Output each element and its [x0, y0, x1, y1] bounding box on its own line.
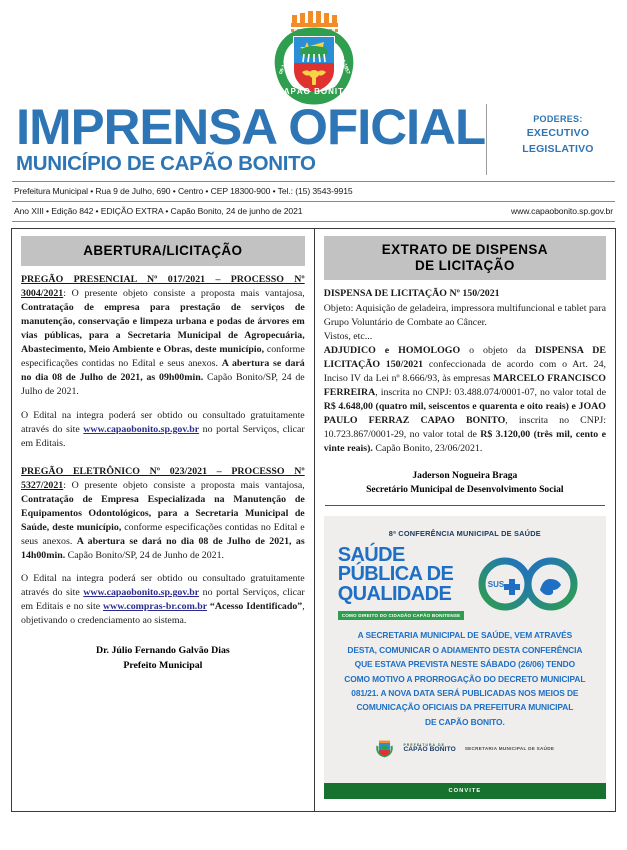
rule-bottom: [12, 221, 615, 222]
dispensa-b5: R$ 3.120,00 (três mil, cento e vinte reais).: [323, 429, 606, 455]
column-abertura-licitacao: [12, 229, 315, 811]
signature-secretario-role: Secretário Municipal de Desenvolvimento Social: [366, 484, 564, 496]
poster-conferencia-saude: [324, 516, 606, 799]
poster-line-5: 081/21. A NOVA DATA SERÁ PUBLICADAS NOS MEIOS DE: [351, 688, 579, 698]
dispensa-t3: , inscrita no CNPJ: 03.488.074/0001-07, no valor total de: [375, 386, 606, 398]
column-extrato-dispensa: [315, 229, 615, 811]
signature-secretario-name: Jaderson Nogueira Braga: [412, 470, 518, 482]
poster-line-1: A SECRETARIA MUNICIPAL DE SAÚDE, VEM ATRAVÉS: [357, 630, 573, 641]
notice-1-paragraph: [21, 273, 305, 400]
dispensa-b1: ADJUDICO e HOMOLOGO: [323, 344, 461, 356]
poster-footer-name: [403, 744, 455, 754]
dispensa-b4: R$ 4.648,00 (quatro mil, seiscentos e quarenta e oito reais) e JOAO PAULO FERRAZ CAPAO BONITO: [323, 400, 606, 427]
info-bar: [12, 181, 615, 222]
title-row: [12, 99, 615, 175]
notice-2-edital-link-1[interactable]: www.capaobonito.sp.gov.br: [83, 587, 200, 599]
notice-2-edital-mid: no portal Serviços, clicar em Editais e no site: [21, 587, 305, 613]
poster-rings-wrap: [464, 556, 592, 612]
notice-2-edital-post: , objetivando o credenciamento ao sistema.: [21, 601, 305, 627]
notice-2-object: Contratação de Empresa Especializada na Manutenção de Equipamentos Odontológicos, para a Secretaria Municipal de Saúde, deste município,: [21, 493, 305, 533]
notice-1-edital-link[interactable]: www.capaobonito.sp.gov.br: [83, 423, 200, 435]
notice-2-edital: [21, 572, 305, 628]
masthead: [0, 0, 627, 175]
capao-bonito-coat-of-arms-icon: [266, 6, 362, 106]
dispensa-b2: DISPENSA DE LICITAÇÃO 150/2021: [323, 344, 606, 370]
notice-1-edital-pre: O Edital na integra poderá ser obtido ou consultado gratuitamente através do site: [21, 409, 305, 435]
address-text: Prefeitura Municipal • Rua 9 de Julho, 690 • Centro • CEP 18300-900 • Tel.: (15) 3543-9915: [14, 186, 353, 197]
dispensa-t1: o objeto da: [460, 344, 535, 356]
poster-logo-line2: PÚBLICA DE: [337, 563, 454, 586]
section-band-extrato-line1: EXTRATO DE DISPENSA: [381, 241, 548, 257]
notice-2-edital-pre: O Edital na integra poderá ser obtido ou consultado gratuitamente através do site: [21, 573, 305, 599]
notice-pregao-presencial: [21, 273, 305, 451]
notice-2-date: A abertura se dará no dia 08 de Julho de 2021, as 14h00min.: [21, 536, 305, 562]
dispensa-heading-p: [324, 287, 606, 301]
crest-container: [12, 6, 615, 108]
poster-footer: [324, 739, 606, 758]
poster-message: [324, 622, 606, 729]
notice-1-edital: [21, 409, 305, 451]
signature-secretario: [324, 469, 606, 497]
svg-text:08-1-1857: 08-1-1857: [277, 51, 292, 76]
dispensa-body: [324, 344, 606, 457]
poster-footer-city: CAPÃO BONITO: [403, 746, 456, 754]
dispensa-t4: , inscrita no CNPJ: 10.723.867/0001-29, no valor total de: [323, 415, 606, 441]
notice-1-object: Contratação de empresa para prestação de serviços de manutenção, conservação e limpeza urbana e podas de árvores em vias públicas, para a Secretaria Municipal de Agropecuária, Abastecimento, Meio Ambiente e Obras, deste município,: [21, 302, 305, 356]
powers-block: [486, 104, 615, 175]
page-subtitle: MUNICÍPIO DE CAPÃO BONITO: [16, 152, 316, 175]
capao-bonito-crest-small-icon: [375, 739, 394, 758]
dispensa-b3: MARCELO FRANCISCO FERREIRA: [323, 372, 606, 398]
section-band-abertura: ABERTURA/LICITAÇÃO: [21, 236, 305, 266]
notice-1-heading: PREGÃO PRESENCIAL Nº 017/2021 – PROCESSO Nº 3004/2021: [21, 273, 305, 300]
notice-1-mid: conforme especificações contidas no Edital e seus anexos.: [21, 344, 305, 370]
notice-2-intro: : O presente objeto consiste a proposta mais vantajosa,: [63, 479, 305, 491]
notice-2-heading: PREGÃO ELETRÔNICO Nº 023/2021 – PROCESSO Nº 5327/2021: [21, 465, 305, 491]
notice-2-mid: conforme especificações contidas no Edital e seus anexos.: [21, 521, 305, 548]
signature-prefeito-name: Dr. Júlio Fernando Galvão Dias: [95, 645, 230, 657]
notice-2-tail: Capão Bonito/SP, 24 de Junho de 2021.: [65, 550, 225, 562]
info-row-edition: [12, 202, 615, 221]
notice-2-edital-quoted: “Acesso Identificado”: [206, 601, 303, 613]
poster-convite-bar: CONVITE: [324, 783, 606, 799]
notice-1-tail: Capão Bonito/SP, 24 de Julho de 2021.: [21, 372, 305, 398]
poster-logo-line3: QUALIDADE: [337, 582, 452, 605]
poster-line-3: QUE ESTAVA PREVISTA NESTE SÁBADO (26/06) TENDO: [354, 659, 575, 670]
poster-line-7: DE CAPÃO BONITO.: [425, 716, 505, 727]
poster-separator: [325, 505, 605, 506]
page-title: IMPRENSA OFICIAL: [16, 99, 486, 155]
edition-text: Ano XIII • Edição 842 • EDIÇÃO EXTRA • Capão Bonito, 24 de junho de 2021: [14, 206, 303, 217]
notice-2-edital-link-2[interactable]: www.compras-br.com.br: [103, 601, 207, 613]
powers-label: PODERES:: [533, 113, 583, 124]
svg-text:SUS: SUS: [487, 580, 505, 590]
signature-prefeito-role: Prefeito Municipal: [123, 659, 203, 671]
poster-logo-row: [324, 538, 606, 622]
power-executive: EXECUTIVO: [526, 127, 590, 140]
section-band-extrato: [324, 236, 606, 281]
info-row-address: [12, 182, 615, 201]
dispensa-t2: confeccionada de acordo com o Art. 24, Inciso IV da Lei nº 8.666/93, às empresas: [323, 358, 606, 384]
content-box: [11, 228, 616, 812]
poster-line-6: COMUNICAÇÃO OFICIAIS DA PREFEITURA MUNICIPAL: [356, 702, 574, 713]
svg-text:CAPÃO BONITO: CAPÃO BONITO: [276, 87, 351, 96]
dispensa-object-2: Vistos, etc...: [323, 330, 373, 342]
section-band-extrato-line2: DE LICITAÇÃO: [414, 257, 515, 273]
poster-footer-prefix: PREFEITURA DE: [403, 742, 445, 747]
dispensa-heading: DISPENSA DE LICITAÇÃO Nº 150/2021: [323, 288, 500, 300]
poster-logo-line1: SAÚDE: [337, 544, 405, 567]
dispensa-object-1: Objeto: Aquisição de geladeira, impressora multifuncional e tablet para Grupo Voluntário de Combate ao Câncer.: [323, 302, 606, 328]
notice-2-paragraph: [21, 465, 305, 563]
poster-logo-tag: COMO DIREITO DO CIDADÃO CAPÃO BONITENSE: [338, 611, 465, 620]
notice-1-edital-post: no portal Serviços, clicar em Editais.: [21, 423, 305, 449]
notice-pregao-eletronico: [21, 465, 305, 629]
sus-infinity-rings-icon: [474, 556, 582, 612]
poster-logo-text: [338, 546, 465, 622]
poster-line-2: DESTA, COMUNICAR O ADIAMENTO DESTA CONFERÊNCIA: [347, 644, 583, 655]
title-block: [12, 99, 486, 175]
notice-1-intro: : O presente objeto consiste a proposta mais vantajosa,: [63, 288, 305, 300]
power-legislative: LEGISLATIVO: [522, 143, 594, 155]
signature-prefeito: [21, 644, 305, 673]
notice-1-date: A abertura se dará no dia 08 de Julho de 2021, as 09h00min.: [21, 358, 305, 384]
notice-dispensa: [324, 287, 606, 456]
dispensa-t5: Capão Bonito, 23/06/2021.: [372, 443, 483, 455]
poster-header: 8ª CONFERÊNCIA MUNICIPAL DE SAÚDE: [388, 529, 541, 539]
poster-line-4: COMO MOTIVO A PRORROGAÇÃO DO DECRETO MUNICIPAL: [344, 673, 586, 684]
poster-footer-dept: SECRETARIA MUNICIPAL DE SAÚDE: [464, 746, 555, 752]
svg-text:14-4-1857: 14-4-1857: [336, 51, 351, 76]
website-url[interactable]: www.capaobonito.sp.gov.br: [511, 206, 613, 217]
